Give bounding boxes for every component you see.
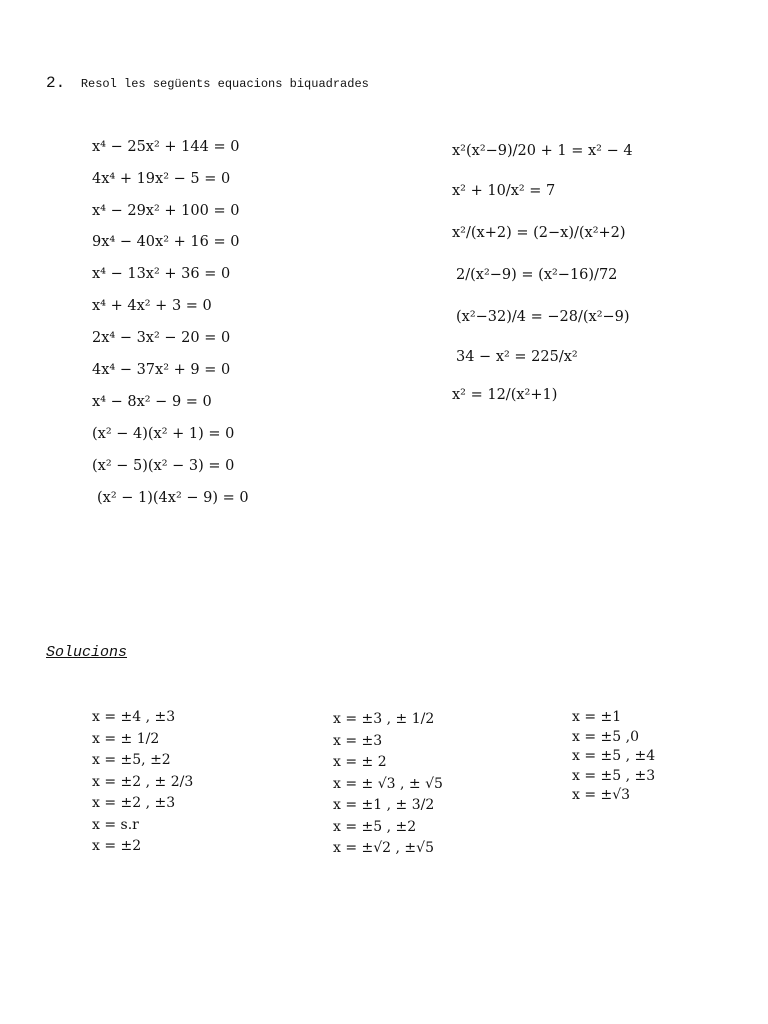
- solutions-heading: Solucions: [46, 644, 128, 661]
- solutions-column-3: [572, 707, 655, 805]
- solution-11: x = ± √3 , ± √5: [333, 775, 443, 792]
- solution-3: x = ±5, ±2: [92, 752, 171, 768]
- right-equation-6: 34 − x² = 225/x²: [456, 349, 578, 365]
- left-equation-7: 2x⁴ − 3x² − 20 = 0: [92, 330, 231, 346]
- exercise-heading: [46, 74, 369, 92]
- left-equation-1: x⁴ − 25x² + 144 = 0: [92, 139, 240, 155]
- exercise-number: 2.: [46, 74, 66, 92]
- left-equation-9: x⁴ − 8x² − 9 = 0: [92, 394, 212, 410]
- right-equation-5: (x²−32)/4 = −28/(x²−9): [456, 309, 630, 325]
- right-equation-4: 2/(x²−9) = (x²−16)/72: [456, 267, 618, 283]
- solution-14: x = ±√2 , ±√5: [333, 840, 434, 856]
- solutions-column-1: [92, 707, 193, 858]
- left-equation-12: (x² − 1)(4x² − 9) = 0: [97, 490, 249, 506]
- solution-16: x = ±5 ,0: [572, 728, 639, 745]
- left-equation-5: x⁴ − 13x² + 36 = 0: [92, 266, 231, 282]
- solution-15: x = ±1: [572, 709, 622, 725]
- solution-1: x = ±4 , ±3: [92, 709, 176, 725]
- solution-8: x = ±3 , ± 1/2: [333, 711, 435, 727]
- left-equation-10: (x² − 4)(x² + 1) = 0: [92, 426, 235, 442]
- solution-13: x = ±5 , ±2: [333, 818, 417, 835]
- solution-2: x = ± 1/2: [92, 730, 160, 747]
- solution-6: x = s.r: [92, 816, 139, 833]
- exercise-title: Resol les següents equacions biquadrades: [80, 77, 369, 91]
- solution-4: x = ±2 , ± 2/3: [92, 773, 194, 790]
- solution-5: x = ±2 , ±3: [92, 795, 176, 811]
- left-equation-3: x⁴ − 29x² + 100 = 0: [92, 203, 240, 219]
- left-equation-2: 4x⁴ + 19x² − 5 = 0: [92, 171, 231, 187]
- solution-9: x = ±3: [333, 732, 383, 749]
- solution-10: x = ± 2: [333, 754, 387, 770]
- solution-18: x = ±5 , ±3: [572, 767, 656, 784]
- right-equation-3: x²/(x+2) = (2−x)/(x²+2): [452, 225, 626, 241]
- solution-12: x = ±1 , ± 3/2: [333, 797, 435, 813]
- solution-17: x = ±5 , ±4: [572, 748, 656, 764]
- solution-7: x = ±2: [92, 838, 142, 854]
- right-equation-1: x²(x²−9)/20 + 1 = x² − 4: [452, 143, 633, 159]
- left-equation-4: 9x⁴ − 40x² + 16 = 0: [92, 234, 240, 250]
- solution-19: x = ±√3: [572, 787, 631, 803]
- solutions-column-2: [333, 709, 443, 860]
- right-equation-7: x² = 12/(x²+1): [452, 387, 558, 403]
- left-equation-6: x⁴ + 4x² + 3 = 0: [92, 298, 212, 314]
- right-equation-2: x² + 10/x² = 7: [452, 183, 556, 199]
- left-equation-11: (x² − 5)(x² − 3) = 0: [92, 458, 235, 474]
- left-equation-8: 4x⁴ − 37x² + 9 = 0: [92, 362, 231, 378]
